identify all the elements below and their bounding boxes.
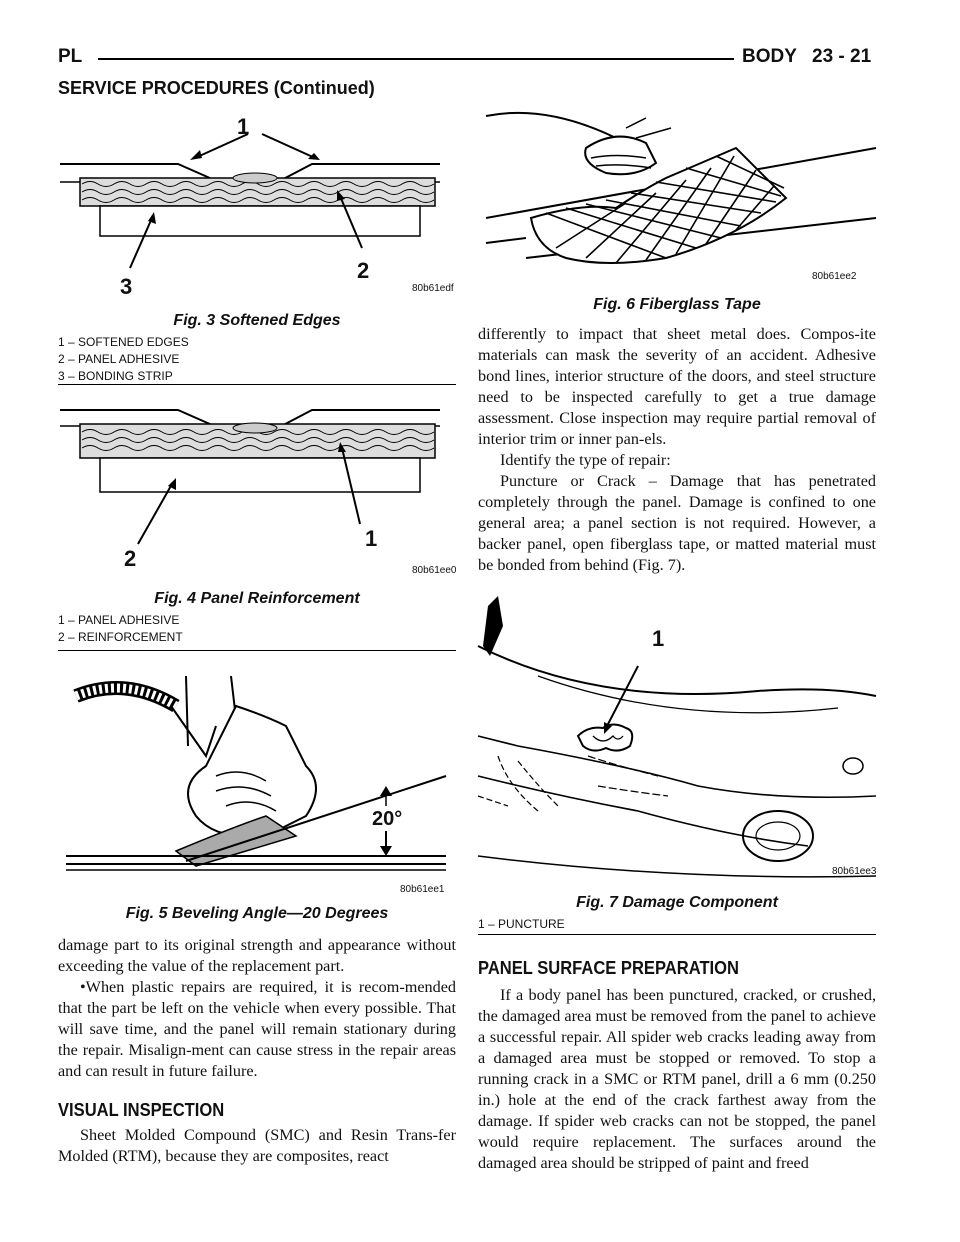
left-column-text: [58, 935, 456, 1167]
legend-item: 1 – PANEL ADHESIVE: [58, 613, 180, 627]
right-column-text-top: [478, 324, 876, 576]
bullet-paragraph: [58, 977, 456, 1082]
fig4-callout-2: 2: [124, 546, 137, 571]
fig6-illustration: [486, 108, 876, 288]
fig6-caption: Fig. 6 Fiberglass Tape: [593, 296, 761, 313]
fig4-illustration: [60, 404, 440, 584]
heading-visual-inspection: VISUAL INSPECTION: [58, 1100, 225, 1120]
legend-item: 3 – BONDING STRIP: [58, 369, 173, 383]
fig7-legend: [478, 916, 565, 933]
paragraph: When plastic repairs are required, it is recom-mended that the part be left on the vehicle when every possible. That will save time, and the panel will remain stationary during the repair. Misalign-ment can cause stress in the repair areas and can result in future failure.: [58, 978, 456, 1080]
paragraph: If a body panel has been punctured, cracked, or crushed, the damaged area must be removed from the panel to achieve a successful repair. All spider web cracks leading away from a damaged area must be stopped or removed. To stop a running crack in a SMC or RTM panel, drill a 6 mm (0.250 in.) hole at the end of the crack farthest away from the damage. If spider web cracks can not be stopped, the panel would require replacement. The surfaces around the damaged area should be stripped of paint and freed: [478, 986, 876, 1172]
paragraph: Sheet Molded Compound (SMC) and Resin Trans-fer Molded (RTM), because they are composites, react: [58, 1126, 456, 1165]
fig5-illustration: [66, 666, 446, 876]
fig3-illustration: [60, 108, 440, 308]
fig4-code: 80b61ee0: [412, 565, 457, 576]
fig7-illustration: [478, 596, 878, 886]
fig3-legend: [58, 334, 189, 385]
fig3-rule: [58, 384, 456, 385]
heading-panel-surface-preparation: PANEL SURFACE PREPARATION: [478, 958, 740, 978]
fig7-callout-1: 1: [652, 626, 665, 651]
paragraph: Identify the type of repair:: [500, 451, 671, 469]
paragraph: damage part to its original strength and appearance without exceeding the value of the replacement part.: [58, 936, 456, 975]
page-number: 23 - 21: [812, 46, 872, 67]
fig3-callout-3: 3: [120, 274, 133, 299]
legend-item: 2 – REINFORCEMENT: [58, 630, 183, 644]
fig5-code: 80b61ee1: [400, 884, 445, 895]
fig7-code: 80b61ee3: [832, 866, 877, 877]
fig3-callout-1: 1: [237, 114, 250, 139]
bullet-icon: •: [80, 978, 86, 996]
fig4-legend: [58, 612, 183, 646]
legend-item: 2 – PANEL ADHESIVE: [58, 352, 180, 366]
header-left: PL: [58, 46, 83, 67]
fig5-caption: Fig. 5 Beveling Angle—20 Degrees: [125, 905, 389, 922]
right-column-text-bottom: [478, 958, 876, 1174]
paragraph: differently to impact that sheet metal does. Compos-ite materials can mask the severity of an accident. Adhesive bond lines, interior structure of the doors, and steel structure need to be inspected carefully to get a true damage assessment. Close inspection may require partial removal of interior trim or inner pan-els.: [478, 325, 876, 448]
fig5-angle-label: 20°: [372, 808, 403, 830]
header-rule: [98, 58, 734, 60]
fig7-rule: [478, 934, 876, 935]
fig3-callout-2: 2: [357, 258, 370, 283]
paragraph: Puncture or Crack – Damage that has penetrated completely through the panel. Damage is confined to one general area; a panel section is not required. However, a backer panel, open fiberglass tape, or matted material must be bonded from behind (Fig. 7).: [478, 472, 876, 574]
fig4-rule: [58, 650, 456, 651]
fig7-caption: Fig. 7 Damage Component: [576, 894, 778, 911]
fig3-caption: Fig. 3 Softened Edges: [173, 312, 341, 329]
fig3-code: 80b61edf: [412, 283, 454, 294]
legend-item: 1 – PUNCTURE: [478, 917, 565, 931]
fig6-code: 80b61ee2: [812, 271, 857, 282]
fig4-callout-1: 1: [365, 526, 378, 551]
legend-item: 1 – SOFTENED EDGES: [58, 335, 189, 349]
fig4-caption: Fig. 4 Panel Reinforcement: [154, 590, 360, 607]
section-title: SERVICE PROCEDURES (Continued): [58, 78, 375, 98]
header-title: BODY: [742, 46, 797, 67]
